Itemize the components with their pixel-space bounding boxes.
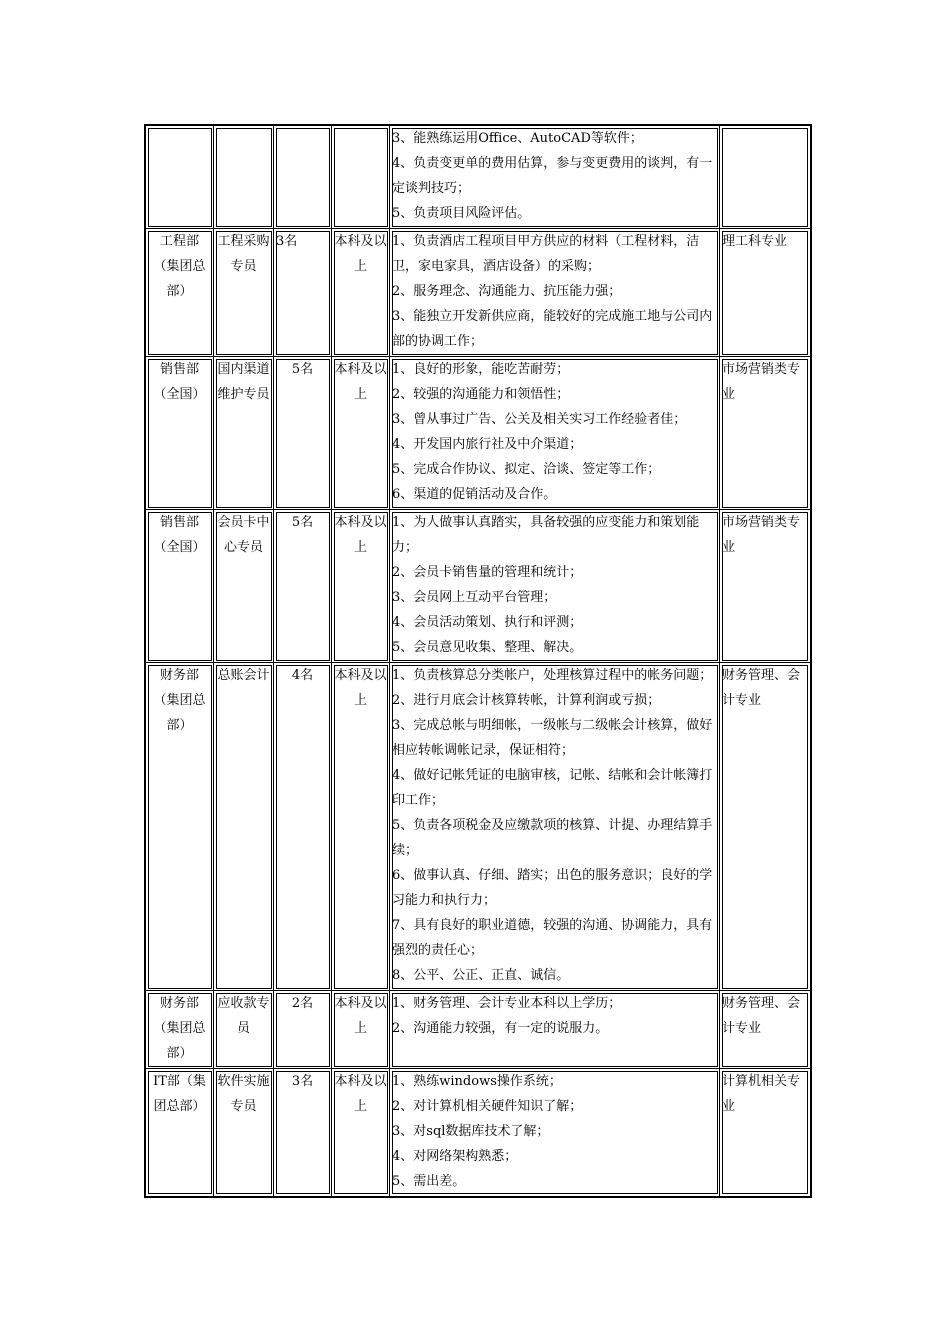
requirements-cell bbox=[390, 126, 720, 229]
requirements-cell bbox=[390, 510, 720, 663]
requirements-cell bbox=[390, 229, 720, 357]
requirement-line: 2、较强的沟通能力和领悟性； bbox=[392, 387, 570, 402]
headcount-cell: 5名 bbox=[274, 357, 332, 510]
headcount-cell: 2名 bbox=[274, 991, 332, 1069]
department-cell: IT部（集团总部） bbox=[146, 1069, 214, 1196]
requirement-line: 3、对sql数据库技术了解； bbox=[392, 1124, 550, 1139]
requirement-line: 4、做好记帐凭证的电脑审核，记帐、结帐和会计帐簿打印工作； bbox=[392, 768, 713, 808]
requirement-line: 6、渠道的促销活动及合作。 bbox=[392, 487, 557, 502]
department-cell: 财务部（集团总部） bbox=[146, 663, 214, 991]
position-cell bbox=[214, 126, 274, 229]
table-row bbox=[146, 1069, 810, 1196]
requirement-line: 1、财务管理、会计专业本科以上学历； bbox=[392, 996, 622, 1011]
requirements-cell bbox=[390, 991, 720, 1069]
requirement-line: 3、会员网上互动平台管理； bbox=[392, 590, 557, 605]
requirement-line: 3、能独立开发新供应商，能较好的完成施工地与公司内部的协调工作； bbox=[392, 309, 713, 349]
education-cell: 本科及以上 bbox=[332, 229, 390, 357]
requirement-line: 4、开发国内旅行社及中介渠道； bbox=[392, 437, 583, 452]
position-cell: 软件实施专员 bbox=[214, 1069, 274, 1196]
education-cell: 本科及以上 bbox=[332, 1069, 390, 1196]
requirement-line: 1、负责核算总分类帐户，处理核算过程中的帐务问题； bbox=[392, 668, 713, 683]
requirement-line: 5、需出差。 bbox=[392, 1174, 466, 1189]
position-cell: 会员卡中心专员 bbox=[214, 510, 274, 663]
education-cell bbox=[332, 126, 390, 229]
education-cell: 本科及以上 bbox=[332, 991, 390, 1069]
position-cell: 总账会计 bbox=[214, 663, 274, 991]
requirement-line: 5、会员意见收集、整理、解决。 bbox=[392, 640, 583, 655]
position-cell: 工程采购专员 bbox=[214, 229, 274, 357]
requirements-cell bbox=[390, 357, 720, 510]
requirement-line: 8、公平、公正、正直、诚信。 bbox=[392, 968, 570, 983]
table-row bbox=[146, 357, 810, 510]
department-cell: 财务部（集团总部） bbox=[146, 991, 214, 1069]
requirement-line: 6、做事认真、仔细、踏实；出色的服务意识；良好的学习能力和执行力； bbox=[392, 868, 713, 908]
table-row bbox=[146, 663, 810, 991]
major-cell: 计算机相关专业 bbox=[720, 1069, 810, 1196]
requirement-line: 3、完成总帐与明细帐，一级帐与二级帐会计核算，做好相应转帐调帐记录，保证相符； bbox=[392, 718, 713, 758]
position-cell: 国内渠道维护专员 bbox=[214, 357, 274, 510]
headcount-cell: 3名 bbox=[274, 1069, 332, 1196]
table-row bbox=[146, 510, 810, 663]
education-cell: 本科及以上 bbox=[332, 663, 390, 991]
headcount-cell: 3名 bbox=[274, 229, 332, 357]
table-body bbox=[146, 126, 810, 1196]
department-cell: 工程部（集团总部） bbox=[146, 229, 214, 357]
major-cell: 财务管理、会计专业 bbox=[720, 663, 810, 991]
recruitment-table bbox=[144, 124, 812, 1198]
requirement-line: 4、负责变更单的费用估算，参与变更费用的谈判，有一定谈判技巧； bbox=[392, 156, 713, 196]
requirement-line: 2、进行月底会计核算转帐，计算利润或亏损； bbox=[392, 693, 661, 708]
major-cell: 理工科专业 bbox=[720, 229, 810, 357]
requirement-line: 2、对计算机相关硬件知识了解； bbox=[392, 1099, 583, 1114]
major-cell bbox=[720, 126, 810, 229]
requirement-line: 3、曾从事过广告、公关及相关实习工作经验者佳； bbox=[392, 412, 687, 427]
department-cell: 销售部（全国） bbox=[146, 357, 214, 510]
requirements-cell bbox=[390, 1069, 720, 1196]
table-row bbox=[146, 126, 810, 229]
requirement-line: 5、负责项目风险评估。 bbox=[392, 206, 531, 221]
requirements-cell bbox=[390, 663, 720, 991]
requirement-line: 1、熟练windows操作系统； bbox=[392, 1074, 562, 1089]
education-cell: 本科及以上 bbox=[332, 357, 390, 510]
table-row bbox=[146, 991, 810, 1069]
major-cell: 财务管理、会计专业 bbox=[720, 991, 810, 1069]
requirement-line: 4、对网络架构熟悉； bbox=[392, 1149, 518, 1164]
requirement-line: 2、沟通能力较强，有一定的说服力。 bbox=[392, 1021, 609, 1036]
department-cell: 销售部（全国） bbox=[146, 510, 214, 663]
department-cell bbox=[146, 126, 214, 229]
headcount-cell: 5名 bbox=[274, 510, 332, 663]
major-cell: 市场营销类专业 bbox=[720, 510, 810, 663]
headcount-cell: 4名 bbox=[274, 663, 332, 991]
requirement-line: 2、会员卡销售量的管理和统计； bbox=[392, 565, 583, 580]
requirement-line: 1、良好的形象，能吃苦耐劳； bbox=[392, 362, 570, 377]
headcount-cell bbox=[274, 126, 332, 229]
requirement-line: 3、能熟练运用Office、AutoCAD等软件； bbox=[392, 131, 643, 146]
requirement-line: 5、完成合作协议、拟定、洽谈、签定等工作； bbox=[392, 462, 661, 477]
requirement-line: 7、具有良好的职业道德，较强的沟通、协调能力，具有强烈的责任心； bbox=[392, 918, 713, 958]
requirement-line: 4、会员活动策划、执行和评测； bbox=[392, 615, 583, 630]
requirement-line: 1、为人做事认真踏实，具备较强的应变能力和策划能力； bbox=[392, 515, 700, 555]
requirement-line: 5、负责各项税金及应缴款项的核算、计提、办理结算手续； bbox=[392, 818, 713, 858]
education-cell: 本科及以上 bbox=[332, 510, 390, 663]
table-row bbox=[146, 229, 810, 357]
requirement-line: 1、负责酒店工程项目甲方供应的材料（工程材料，洁卫，家电家具，酒店设备）的采购； bbox=[392, 234, 700, 274]
requirement-line: 2、服务理念、沟通能力、抗压能力强； bbox=[392, 284, 622, 299]
major-cell: 市场营销类专业 bbox=[720, 357, 810, 510]
position-cell: 应收款专员 bbox=[214, 991, 274, 1069]
